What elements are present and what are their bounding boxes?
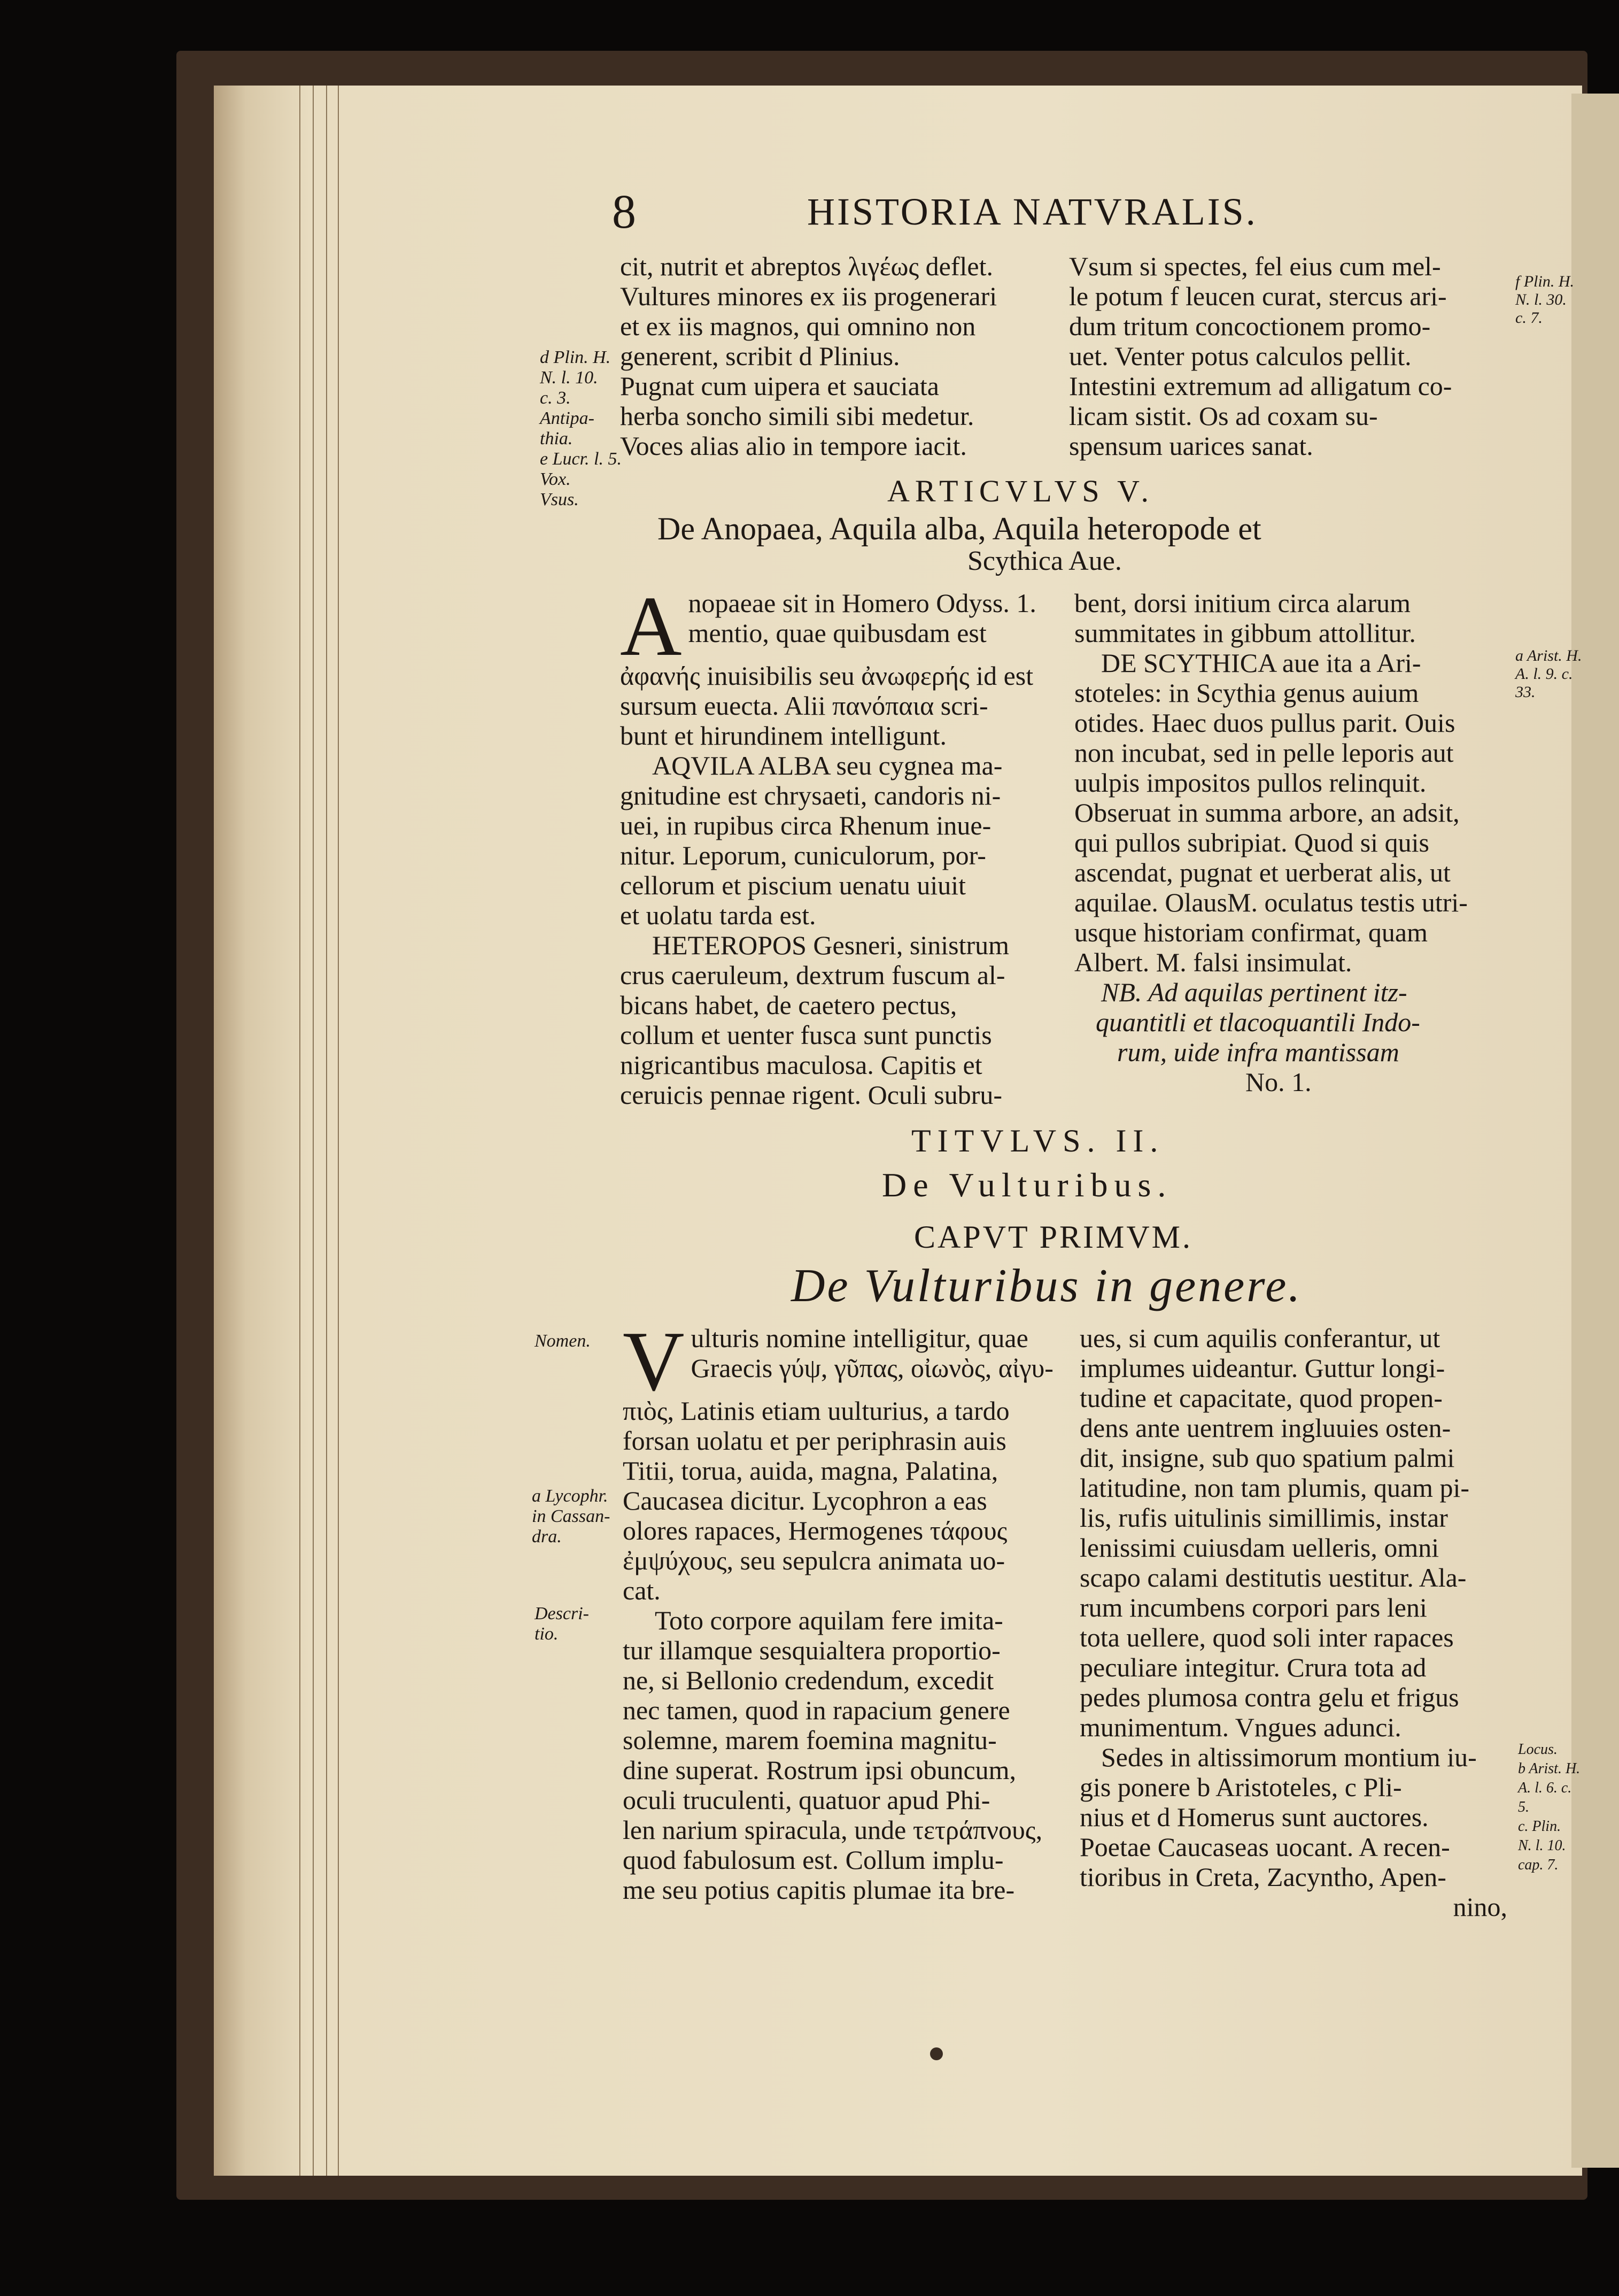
- text-line: nino,: [1453, 1892, 1507, 1922]
- text-line: mentio, quae quibusdam est: [688, 618, 987, 648]
- page-number: 8: [612, 185, 636, 238]
- text-line: Albert. M. falsi insimulat.: [1074, 947, 1352, 977]
- margin-note: Antipa-: [540, 408, 594, 428]
- text-line: nec tamen, quod in rapacium genere: [623, 1695, 1010, 1725]
- margin-note: c. Plin.: [1518, 1818, 1561, 1835]
- text-line: rum incumbens corpori pars leni: [1080, 1592, 1427, 1622]
- page-edge: [326, 86, 327, 2176]
- margin-note: Vox.: [540, 469, 571, 489]
- margin-note: thia.: [540, 429, 573, 449]
- margin-note: e Lucr. l. 5.: [540, 449, 622, 469]
- text-line: le potum f leucen curat, stercus ari-: [1069, 281, 1447, 311]
- margin-notes-descriptio: [534, 1604, 589, 1644]
- text-line: uulpis impositos pullos relinquit.: [1074, 768, 1427, 798]
- text-line: uet. Venter potus calculos pellit.: [1069, 341, 1412, 371]
- text-line: cit, nutrit et abreptos λιγέως deflet.: [620, 251, 993, 281]
- margin-note: Vsus.: [540, 490, 579, 509]
- text-line: cat.: [623, 1575, 661, 1605]
- text-line: ulturis nomine intelligitur, quae: [691, 1323, 1028, 1353]
- text-line: licam sistit. Os ad coxam su-: [1069, 401, 1378, 431]
- page-edge: [313, 86, 314, 2176]
- text-line: olores rapaces, Hermogenes τάφους: [623, 1516, 1008, 1545]
- text-line: et uolatu tarda est.: [620, 900, 816, 930]
- text-line: dit, insigne, sub quo spatium palmi: [1080, 1443, 1455, 1473]
- margin-notes-right-cap1: [1518, 1740, 1580, 1875]
- titulus-subtitle: De Vulturibus.: [882, 1166, 1173, 1204]
- art5-left-column: [620, 578, 1058, 1110]
- text-line: ascendat, pugnat et uerberat alis, ut: [1074, 857, 1451, 887]
- text-line: nius et d Homerus sunt auctores.: [1080, 1802, 1429, 1832]
- text-line: sursum euecta. Alii πανόπαια scri-: [620, 691, 988, 721]
- drop-cap: V: [623, 1313, 685, 1409]
- text-line: quantitli et tlacoquantili Indo-: [1096, 1007, 1420, 1037]
- text-line: summitates in gibbum attollitur.: [1074, 618, 1416, 648]
- text-line: tudine et capacitate, quod propen-: [1080, 1383, 1443, 1413]
- text-line: implumes uideantur. Guttur longi-: [1080, 1353, 1445, 1383]
- art5-right-column: [1074, 588, 1513, 1097]
- text-line: latitudine, non tam plumis, quam pi-: [1080, 1473, 1470, 1503]
- text-line: bicans habet, de caetero pectus,: [620, 990, 957, 1020]
- text-line: Sedes in altissimorum montium iu-: [1101, 1742, 1477, 1772]
- margin-note: in Cassan-: [532, 1506, 610, 1526]
- text-line: bunt et hirundinem intelligunt.: [620, 721, 947, 751]
- caput-subtitle: De Vulturibus in genere.: [791, 1260, 1303, 1312]
- text-line: dum tritum concoctionem promo-: [1069, 311, 1431, 341]
- text-line: bent, dorsi initium circa alarum: [1074, 588, 1411, 618]
- margin-notes-left-top: [540, 347, 622, 510]
- text-line: generent, scribit d Plinius.: [620, 341, 900, 371]
- margin-notes-right-top: [1515, 273, 1574, 327]
- text-line: aquilae. OlausM. oculatus testis utri-: [1074, 887, 1468, 917]
- margin-note: cap. 7.: [1518, 1857, 1559, 1873]
- article-subtitle: De Anopaea, Aquila alba, Aquila heteropode et: [657, 511, 1261, 546]
- text-line: solemne, marem foemina magnitu-: [623, 1725, 997, 1755]
- text-line: me seu potius capitis plumae ita bre-: [623, 1875, 1015, 1905]
- titulus-heading: TITVLVS. II.: [911, 1123, 1165, 1158]
- margin-note: N. l. 10.: [1518, 1837, 1566, 1854]
- margin-note: 5.: [1518, 1799, 1529, 1815]
- margin-note: A. l. 6. c.: [1518, 1780, 1572, 1796]
- text-line: collum et uenter fusca sunt punctis: [620, 1020, 992, 1050]
- text-line: ἐμψύχους, seu sepulcra animata uo-: [623, 1545, 1005, 1575]
- text-line: tur illamque sesquialtera proportio-: [623, 1635, 1001, 1665]
- text-line: HETEROPOS Gesneri, sinistrum: [652, 930, 1010, 960]
- text-line: πιὸς, Latinis etiam uulturius, a tardo: [623, 1396, 1010, 1426]
- margin-note: c. 7.: [1515, 309, 1543, 327]
- text-line: nitur. Leporum, cuniculorum, por-: [620, 840, 986, 870]
- margin-note-nomen: Nomen.: [534, 1331, 591, 1351]
- text-line: et ex iis magnos, qui omnino non: [620, 311, 976, 341]
- text-line: Toto corpore aquilam fere imita-: [655, 1605, 1003, 1635]
- text-line: dens ante uentrem ingluuies osten-: [1080, 1413, 1451, 1443]
- text-line: stoteles: in Scythia genus auium: [1074, 678, 1419, 708]
- text-line: qui pullos subripiat. Quod si quis: [1074, 828, 1429, 857]
- margin-note: Descri-: [534, 1604, 589, 1624]
- margin-notes-right-art5: [1515, 647, 1582, 701]
- text-line: Intestini extremum ad alligatum co-: [1069, 371, 1452, 401]
- margin-note: a Arist. H.: [1515, 647, 1582, 664]
- margin-note: tio.: [534, 1624, 559, 1644]
- text-line: munimentum. Vngues adunci.: [1080, 1712, 1401, 1742]
- text-line: AQVILA ALBA seu cygnea ma-: [652, 751, 1003, 780]
- running-title: HISTORIA NATVRALIS.: [807, 190, 1258, 233]
- caput-heading: CAPVT PRIMVM.: [914, 1219, 1193, 1255]
- text-line: lenissimi cuiusdam uelleris, omni: [1080, 1533, 1439, 1563]
- text-line: oculi truculenti, quatuor apud Phi-: [623, 1785, 990, 1815]
- drop-cap: A: [620, 578, 682, 674]
- text-line: pedes plumosa contra gelu et frigus: [1080, 1682, 1459, 1712]
- text-line: len narium spiracula, unde τετράπνους,: [623, 1815, 1043, 1845]
- text-line: DE SCYTHICA aue ita a Ari-: [1101, 648, 1421, 678]
- margin-note: N. l. 30.: [1515, 291, 1567, 308]
- text-line: cellorum et piscium uenatu uiuit: [620, 870, 966, 900]
- text-line: Graecis γύψ, γῦπας, οἰωνὸς, αἰγυ-: [691, 1353, 1053, 1383]
- text-line: dine superat. Rostrum ipsi obuncum,: [623, 1755, 1017, 1785]
- page-edge: [299, 86, 300, 2176]
- cap1-right-column: [1080, 1323, 1518, 1922]
- text-line: herba soncho simili sibi medetur.: [620, 401, 974, 431]
- text-line: ἀφανής inuisibilis seu ἀνωφερής id est: [620, 661, 1034, 691]
- text-line: Voces alias alio in tempore iacit.: [620, 431, 967, 461]
- text-line: usque historiam confirmat, quam: [1074, 917, 1428, 947]
- text-line: Pugnat cum uipera et sauciata: [620, 371, 939, 401]
- margin-note: A. l. 9. c.: [1515, 665, 1573, 683]
- text-line: ceruicis pennae rigent. Oculi subru-: [620, 1080, 1003, 1110]
- text-line: crus caeruleum, dextrum fuscum al-: [620, 960, 1005, 990]
- text-line: otides. Haec duos pullus parit. Ouis: [1074, 708, 1455, 738]
- text-line: forsan uolatu et per periphrasin auis: [623, 1426, 1006, 1456]
- text-line: No. 1.: [1245, 1067, 1312, 1097]
- text-line: gnitudine est chrysaeti, candoris ni-: [620, 780, 1001, 810]
- text-line: NB. Ad aquilas pertinent itz-: [1101, 977, 1407, 1007]
- text-line: ne, si Bellonio credendum, excedit: [623, 1665, 994, 1695]
- article-heading: ARTICVLVS V.: [887, 474, 1155, 508]
- text-line: Caucasea dicitur. Lycophron a eas: [623, 1486, 987, 1516]
- page-edge: [338, 86, 339, 2176]
- article-subtitle: Scythica Aue.: [967, 546, 1122, 576]
- text-line: tota uellere, quod soli inter rapaces: [1080, 1622, 1454, 1652]
- cap1-left-column: [623, 1313, 1061, 1905]
- margin-note: b Arist. H.: [1518, 1760, 1581, 1777]
- text-line: Poetae Caucaseas uocant. A recen-: [1080, 1832, 1450, 1862]
- text-line: quod fabulosum est. Collum implu-: [623, 1845, 1004, 1875]
- margin-note: dra.: [532, 1527, 562, 1547]
- margin-notes-lycophron: [532, 1486, 610, 1547]
- margin-note: f Plin. H.: [1515, 273, 1574, 290]
- ornament-dot: [930, 2047, 943, 2060]
- text-line: non incubat, sed in pelle leporis aut: [1074, 738, 1454, 768]
- text-line: peculiare integitur. Crura tota ad: [1080, 1652, 1427, 1682]
- margin-note: d Plin. H.: [540, 347, 611, 367]
- text-line: lis, rufis uitulinis simillimis, instar: [1080, 1503, 1448, 1533]
- margin-note: 33.: [1515, 683, 1536, 701]
- text-line: Vultures minores ex iis progenerari: [620, 281, 997, 311]
- margin-note: a Lycophr.: [532, 1486, 608, 1506]
- text-line: Obseruat in summa arbore, an adsit,: [1074, 798, 1460, 828]
- text-line: Titii, torua, auida, magna, Palatina,: [623, 1456, 998, 1486]
- text-line: rum, uide infra mantissam: [1117, 1037, 1399, 1067]
- margin-note: Locus.: [1518, 1741, 1558, 1758]
- margin-note: c. 3.: [540, 388, 571, 408]
- text-line: Vsum si spectes, fel eius cum mel-: [1069, 251, 1441, 281]
- text-line: nigricantibus maculosa. Capitis et: [620, 1050, 982, 1080]
- margin-note: N. l. 10.: [540, 368, 598, 388]
- text-line: spensum uarices sanat.: [1069, 431, 1313, 461]
- text-line: gis ponere b Aristoteles, c Pli-: [1080, 1772, 1402, 1802]
- text-line: tioribus in Creta, Zacyntho, Apen-: [1080, 1862, 1446, 1892]
- text-line: ues, si cum aquilis conferantur, ut: [1080, 1323, 1440, 1353]
- text-line: nopaeae sit in Homero Odyss. 1.: [688, 588, 1036, 618]
- art4-right-column: [1069, 251, 1507, 461]
- text-line: uei, in rupibus circa Rhenum inue-: [620, 810, 991, 840]
- art4-left-column: [620, 251, 1058, 461]
- text-line: scapo calami destitutis uestitur. Ala-: [1080, 1563, 1467, 1592]
